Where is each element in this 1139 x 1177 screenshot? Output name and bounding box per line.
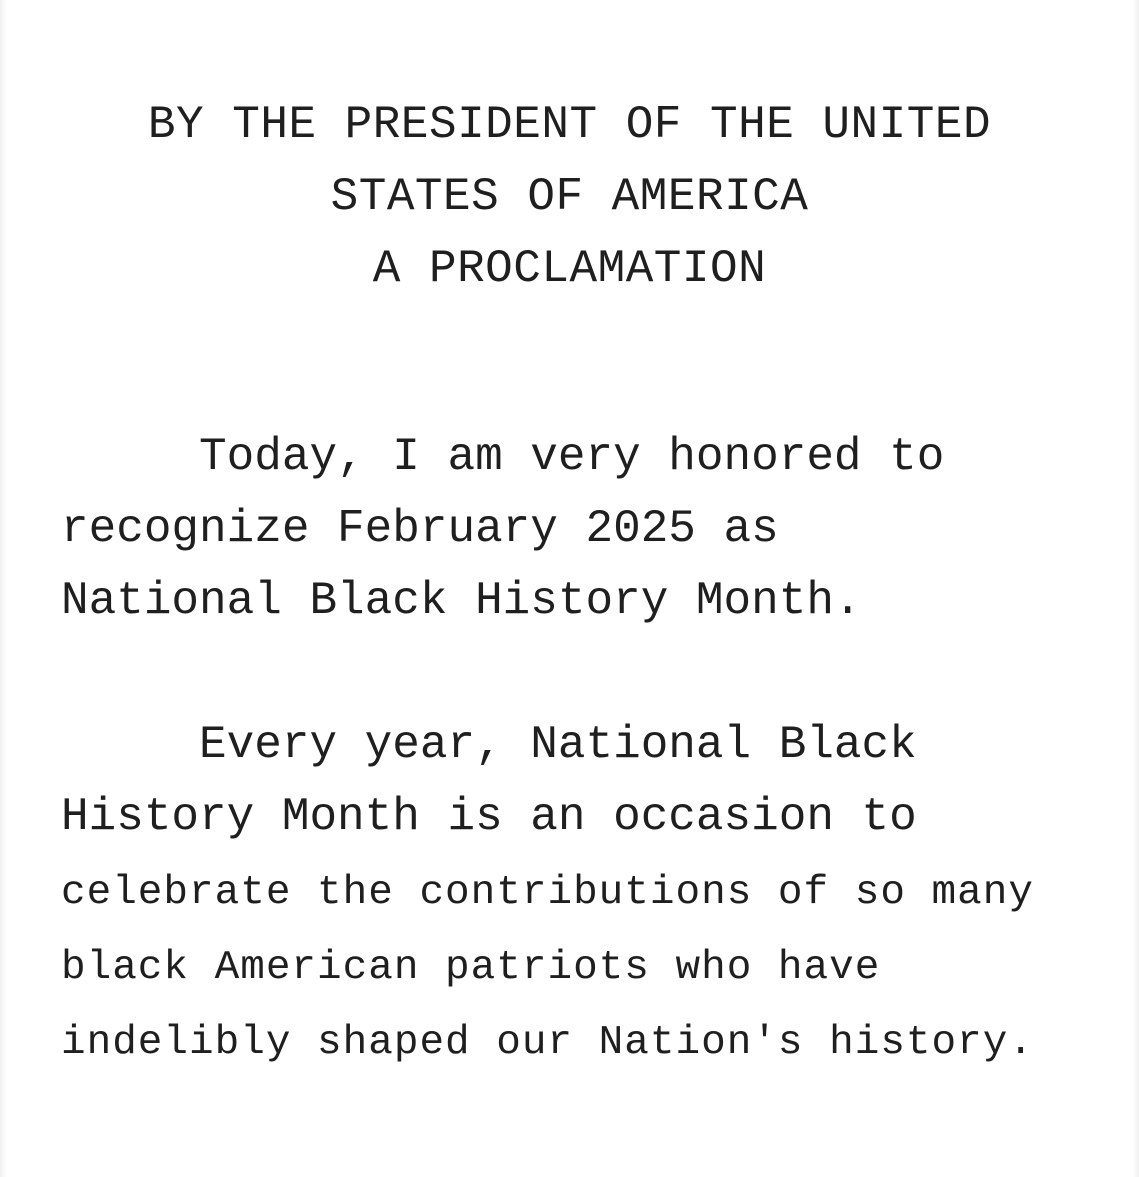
paragraph-2-line-1: Every year, National Black	[61, 719, 917, 771]
paragraph-1-line-1: Today, I am very honored to	[61, 431, 945, 483]
paragraph-2-line-4: black American patriots who have	[61, 945, 881, 991]
paragraph-2-line-2: History Month is an occasion to	[61, 791, 917, 843]
heading-proclamation: A PROCLAMATION	[372, 243, 767, 295]
heading-line-1: BY THE PRESIDENT OF THE UNITED	[147, 99, 992, 151]
heading-line-2: STATES OF AMERICA	[330, 171, 809, 223]
paragraph-2-line-3: celebrate the contributions of so many	[61, 870, 1034, 916]
paragraph-1-line-2: recognize February 2025 as	[61, 503, 779, 555]
paragraph-2-line-5: indelibly shaped our Nation's history.	[61, 1020, 1034, 1066]
paragraph-1-line-3: National Black History Month.	[61, 575, 862, 627]
